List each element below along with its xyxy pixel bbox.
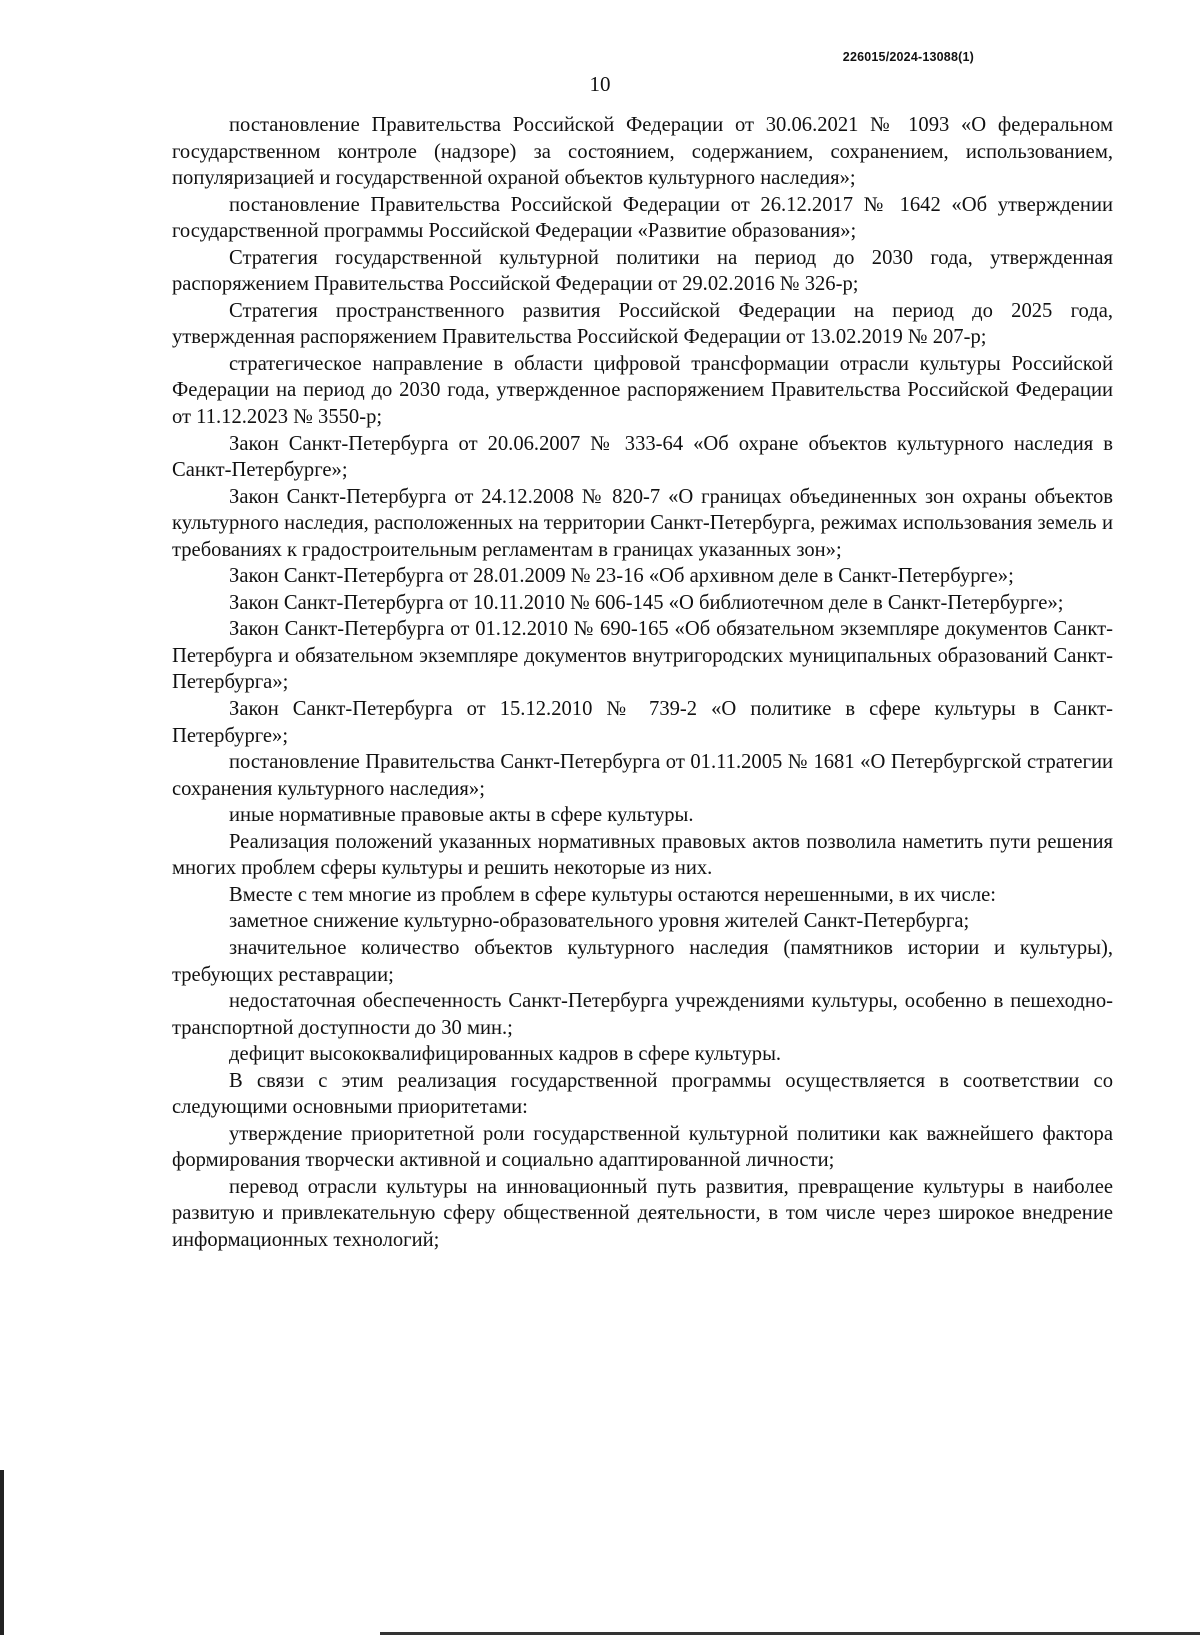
paragraph: Закон Санкт-Петербурга от 28.01.2009 № 23-16 «Об архивном деле в Санкт-Петербурге»;: [229, 565, 1014, 588]
paragraph: постановление Правительства Санкт-Петербурга от 01.11.2005 № 1681 «О Петербургской стратегии сохранения культурного наследия»;: [172, 751, 1113, 800]
paragraph: Реализация положений указанных нормативных правовых актов позволила наметить пути решения многих проблем сферы культуры и решить некоторые из них.: [172, 830, 1113, 880]
paragraph: Закон Санкт-Петербурга от 15.12.2010 № 739-2 «О политике в сфере культуры в Санкт-Петербурге»;: [172, 698, 1113, 747]
paragraph: значительное количество объектов культурного наследия (памятников истории и культуры), требующих реставрации;: [172, 936, 1113, 986]
scan-edge-mark: [0, 1470, 4, 1635]
paragraph: Стратегия пространственного развития Российской Федерации на период до 2025 года, утвержденная распоряжением Правительства Российской Федерации от 13.02.2019 № 207-р;: [172, 299, 1113, 349]
paragraph: В связи с этим реализация государственной программы осуществляется в соответствии со следующими основными приоритетами:: [172, 1069, 1113, 1119]
paragraph: Стратегия государственной культурной политики на период до 2030 года, утвержденная распоряжением Правительства Российской Федерации от 29.02.2016 № 326-р;: [172, 246, 1113, 296]
paragraph: дефицит высококвалифицированных кадров в сфере культуры.: [229, 1043, 782, 1066]
paragraph: стратегическое направление в области цифровой трансформации отрасли культуры Российской Федерации на период до 2030 года, утвержденное распоряжением Правительства Российской Федерации от 11.12.2023 № 3550-р;: [172, 352, 1113, 429]
paragraph: перевод отрасли культуры на инновационный путь развития, превращение культуры в наиболее развитую и привлекательную сферу общественной деятельности, в том числе через широкое внедрение информационных технологий;: [172, 1175, 1113, 1251]
paragraph: Закон Санкт-Петербурга от 10.11.2010 № 606-145 «О библиотечном деле в Санкт-Петербурге»;: [229, 591, 1064, 614]
paragraph: Вместе с тем многие из проблем в сфере культуры остаются нерешенными, в их числе:: [229, 883, 996, 906]
paragraph: Закон Санкт-Петербурга от 01.12.2010 № 690-165 «Об обязательном экземпляре документов Санкт-Петербурга и обязательном экземпляре документов внутригородских муниципальных образований Санкт-Петербурга»;: [172, 618, 1113, 694]
paragraph: Закон Санкт-Петербурга от 24.12.2008 № 820-7 «О границах объединенных зон охраны объектов культурного наследия, расположенных на территории Санкт-Петербурга, режимах использования земель и требованиях к градостроительным регламентам в границах указанных зон»;: [172, 485, 1113, 561]
page-number: 10: [589, 72, 611, 96]
document-body: [172, 112, 1113, 1254]
paragraph: заметное снижение культурно-образовательного уровня жителей Санкт-Петербурга;: [229, 910, 970, 933]
paragraph: Закон Санкт-Петербурга от 20.06.2007 № 333-64 «Об охране объектов культурного наследия в Санкт-Петербурге»;: [172, 432, 1113, 482]
paragraph: постановление Правительства Российской Федерации от 26.12.2017 № 1642 «Об утверждении государственной программы Российской Федерации «Развитие образования»;: [172, 193, 1113, 243]
paragraph: утверждение приоритетной роли государственной культурной политики как важнейшего фактора формирования творчески активной и социально адаптированной личности;: [172, 1122, 1113, 1172]
document-id: 226015/2024-13088(1): [842, 50, 974, 64]
paragraph: иные нормативные правовые акты в сфере культуры.: [229, 804, 694, 827]
paragraph: постановление Правительства Российской Федерации от 30.06.2021 № 1093 «О федеральном государственном контроле (надзоре) за состоянием, содержанием, сохранением, использованием, популяризацией и государственной охраной объектов культурного наследия»;: [172, 114, 1113, 190]
paragraph: недостаточная обеспеченность Санкт-Петербурга учреждениями культуры, особенно в пешеходно-транспортной доступности до 30 мин.;: [172, 990, 1113, 1039]
